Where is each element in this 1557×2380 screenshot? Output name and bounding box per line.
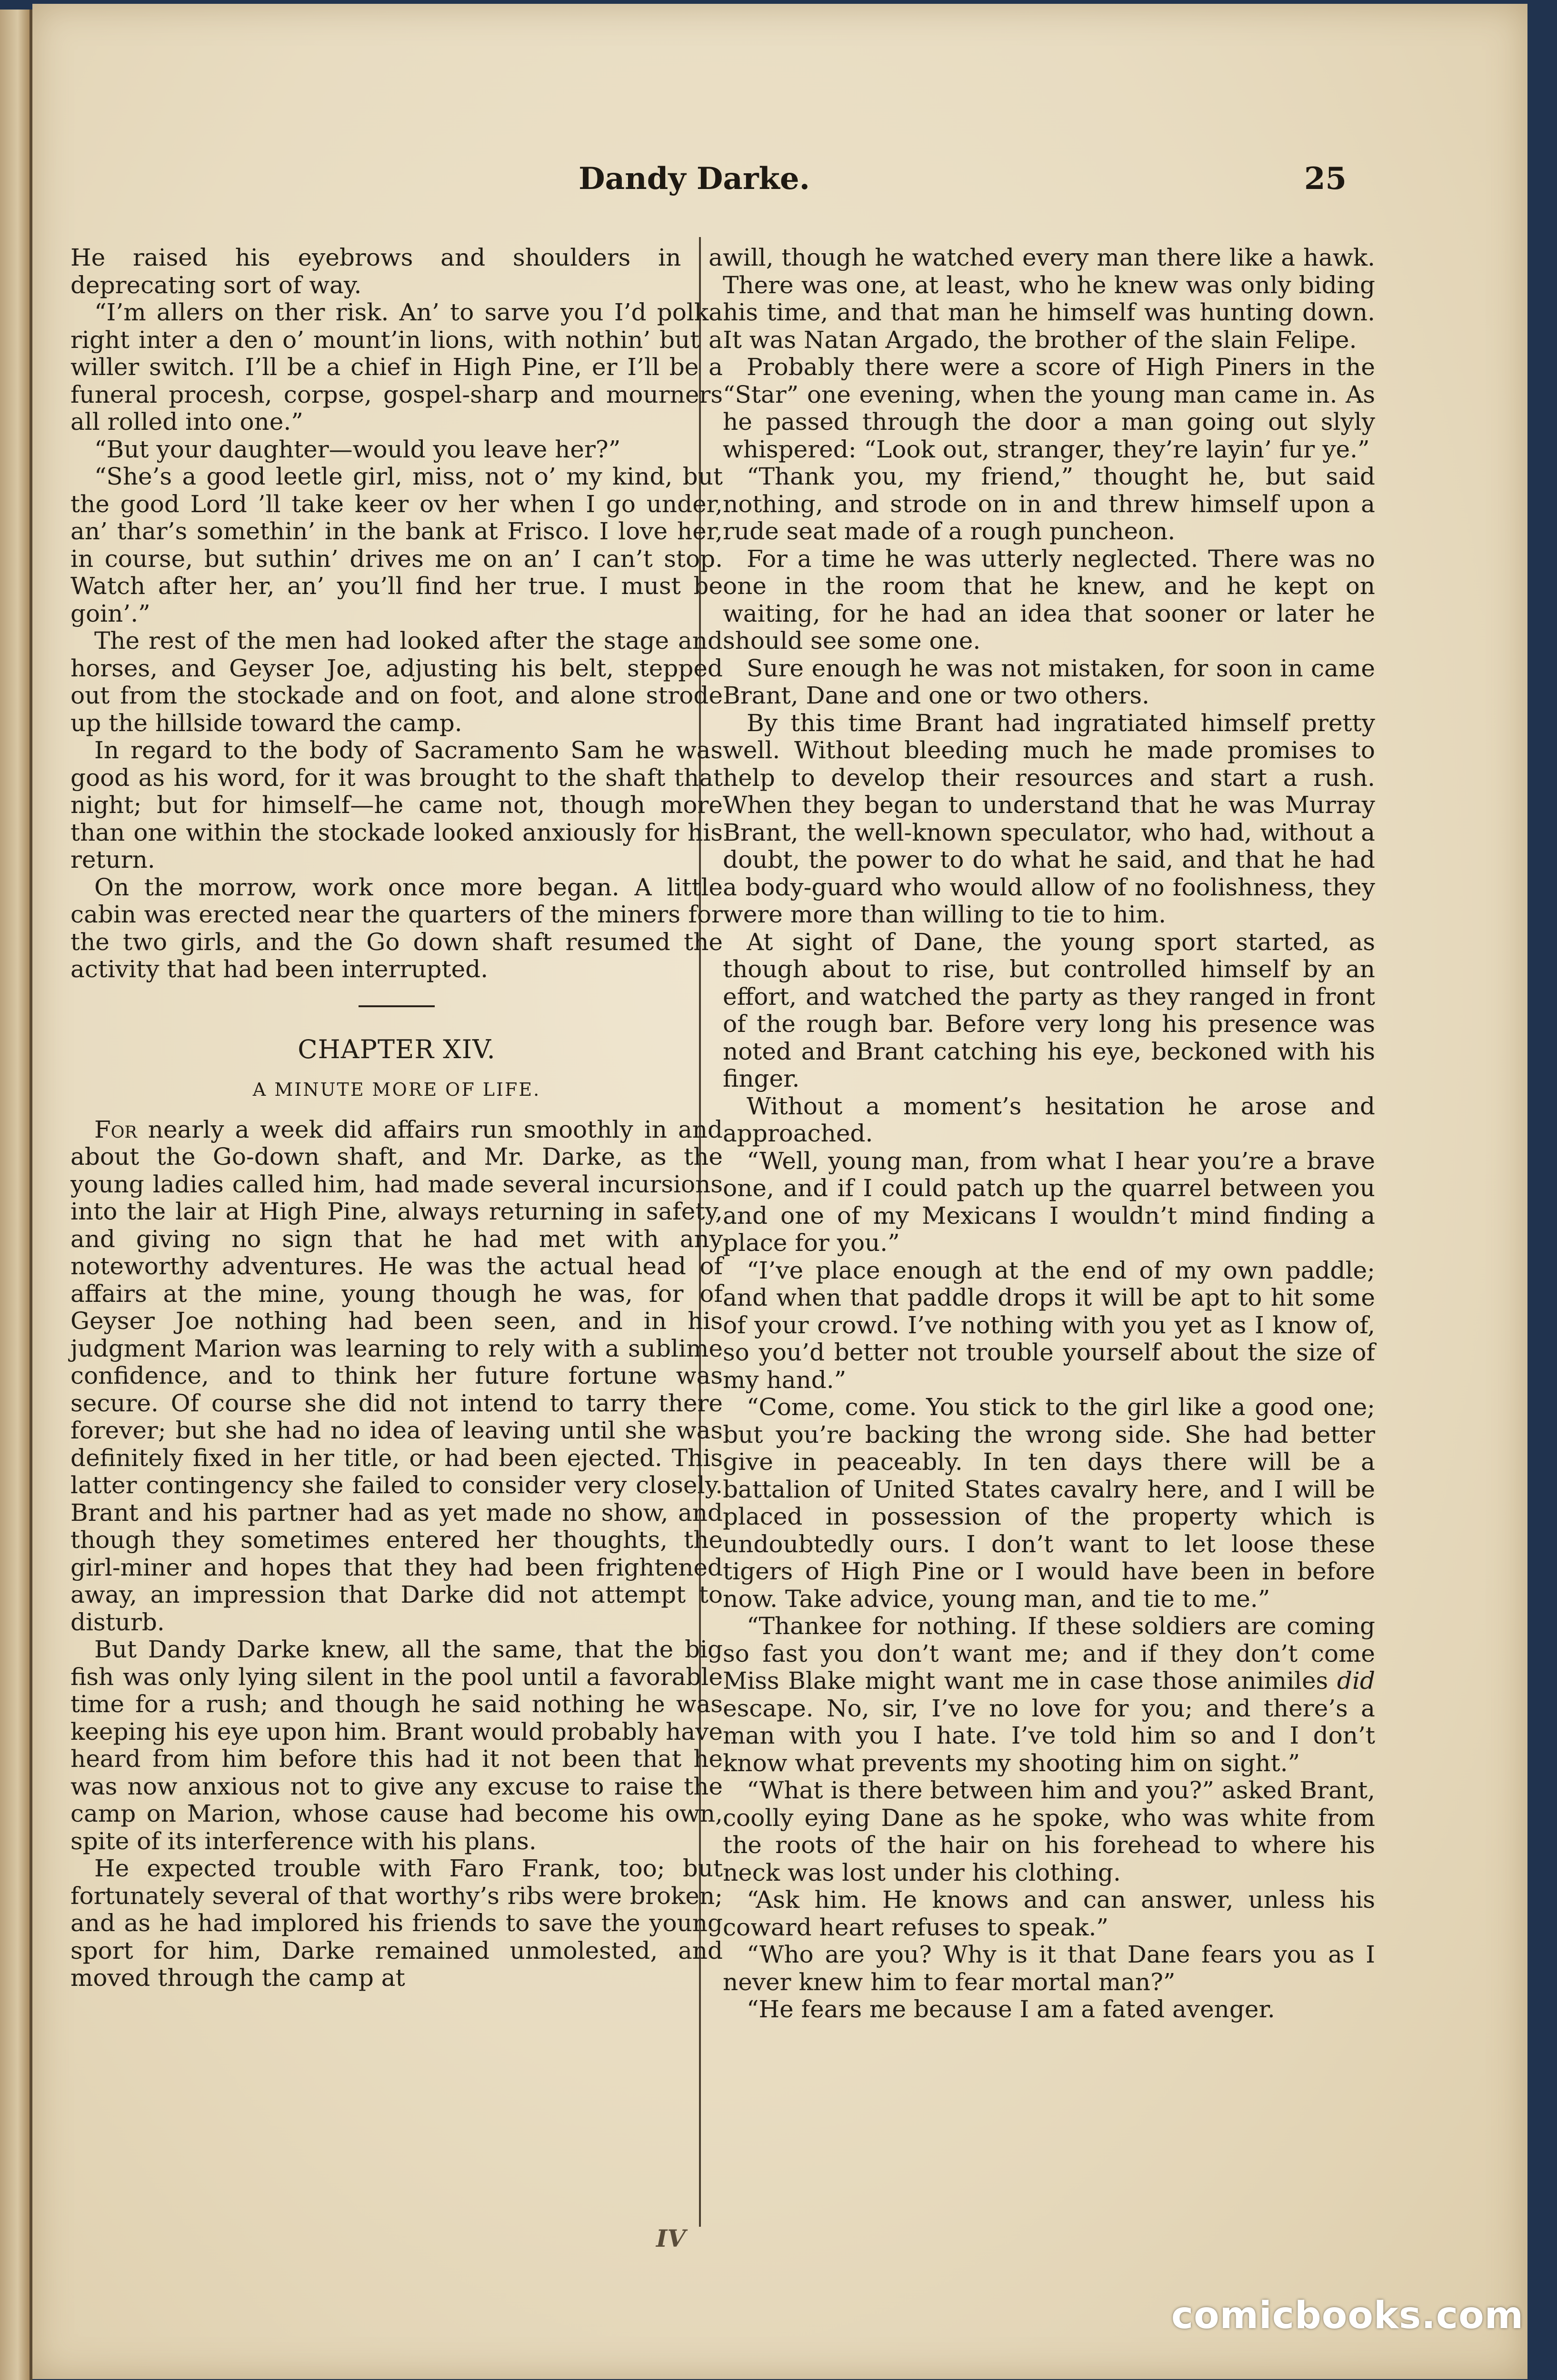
paragraph: The rest of the men had looked after the stage and horses, and Geyser Joe, adjusting his belt, stepped out from the stockade and on foot, and alone strode up the hillside toward the camp. [70,627,723,737]
right-column [723,244,1375,2023]
signature-mark: IV [656,2224,686,2252]
paragraph: “What is there between him and you?” asked Brant, coolly eying Dane as he spoke, who was white from the roots of the hair on his forehead to where his neck was lost under his clothing. [723,1776,1375,1886]
site-watermark: comicbooks.com [1171,2294,1524,2337]
paragraph: He expected trouble with Faro Frank, too; but fortunately several of that worthy’s ribs were broken; and as he had implored his friends to save the young sport for him, Darke remained unmolested, and moved through the camp at [70,1854,723,1992]
paragraph: He raised his eyebrows and shoulders in a deprecating sort of way. [70,244,723,299]
chapter-opening-text: nearly a week did affairs run smoothly in and about the Go-down shaft, and Mr. Darke, as the young ladies called him, had made several incursions into the lair at High Pine, always returning in safety, and giving no sign that he had met with any noteworthy adventures. He was the actual head of affairs at the mine, young though he was, for of Geyser Joe nothing had been seen, and in his judgment Marion was learning to rely with a sublime confidence, and to think her future fortune was secure. Of course she did not intend to tarry there forever; but she had no idea of leaving until she was definitely fixed in her title, or had been ejected. This latter contingency she failed to consider very closely. Brant and his partner had as yet made no show, and though they sometimes entered her thoughts, the girl-miner and hopes that they had been frightened away, an impression that Darke did not attempt to disturb. [70,1115,723,1636]
paragraph: On the morrow, work once more began. A little cabin was erected near the quarters of the miners for the two girls, and the Go down shaft resumed the activity that had been interrupted. [70,873,723,983]
paragraph: Without a moment’s hesitation he arose and approached. [723,1092,1375,1147]
chapter-title: CHAPTER XIV. [298,1034,496,1064]
paragraph-continuation: will, though he watched every man there like a hawk. There was one, at least, who he knew was only biding his time, and that man he himself was hunting down. It was Natan Argado, the brother of the slain Felipe. [723,244,1375,354]
paragraph: Probably there were a score of High Piners in the “Star” one evening, when the young man came in. As he passed through the door a man going out slyly whispered: “Look out, stranger, they’re layin’ fur ye.” [723,353,1375,463]
paragraph: By this time Brant had ingratiated himself pretty well. Without bleeding much he made promises to help to develop their resources and start a rush. When they began to understand that he was Murray Brant, the well-known speculator, who had, without a doubt, the power to do what he said, and that he had a body-guard who would allow of no foolishness, they were more than willing to tie to him. [723,709,1375,928]
paragraph: In regard to the body of Sacramento Sam he was good as his word, for it was brought to the shaft that night; but for himself—he came not, though more than one within the stockade looked anxiously for his return. [70,736,723,873]
paragraph: “Thank you, my friend,” thought he, but said nothing, and strode on in and threw himself upon a rude seat made of a rough puncheon. [723,463,1375,545]
left-column [70,244,723,1992]
chapter-subtitle: A MINUTE MORE OF LIFE. [252,1079,541,1100]
paragraph: Sure enough he was not mistaken, for soon in came Brant, Dane and one or two others. [723,654,1375,709]
paragraph: But Dandy Darke knew, all the same, that the big fish was only lying silent in the pool until a favorable time for a rush; and though he said nothing he was keeping his eye upon him. Brant would probably have heard from him before this had it not been that he was now anxious not to give any excuse to raise the camp on Marion, whose cause had become his own, spite of its interference with his plans. [70,1636,723,1855]
paragraph: “Ask him. He knows and can answer, unless his coward heart refuses to speak.” [723,1886,1375,1941]
book-page [32,4,1527,2379]
text-run: “Thankee for nothing. If these soldiers are coming so fast you don’t want me; and if they don’t come Miss Blake might want me in case those animiles [723,1612,1375,1695]
chapter-opening-paragraph [70,1116,723,1636]
chapter-separator-rule [359,1005,435,1007]
emphasis-text: did [1337,1667,1375,1695]
text-run: escape. No, sir, I’ve no love for you; and there’s a man with you I hate. I’ve told him so and I don’t know what prevents my shooting him on sight.” [723,1694,1375,1777]
chapter-opening-word: For [94,1115,137,1143]
running-title: Dandy Darke. [579,161,810,197]
paragraph-thankee [723,1613,1375,1777]
page-number: 25 [1304,161,1347,197]
running-head [32,161,1527,213]
paragraph: “Who are you? Why is it that Dane fears you as I never knew him to fear mortal man?” [723,1941,1375,1996]
paragraph: “She’s a good leetle girl, miss, not o’ my kind, but the good Lord ’ll take keer ov her when I go under, an’ thar’s somethin’ in the bank at Frisco. I love her, in course, but suthin’ drives me on an’ I can’t stop. Watch after her, an’ you’ll find her true. I must be goin’.” [70,463,723,627]
paragraph: For a time he was utterly neglected. There was no one in the room that he knew, and he kept on waiting, for he had an idea that sooner or later he should see some one. [723,545,1375,654]
paragraph: “But your daughter—would you leave her?” [94,435,621,463]
previous-page-edge [0,10,32,2380]
paragraph: “He fears me because I am a fated avenger. [747,1995,1275,2023]
paragraph: “I’ve place enough at the end of my own paddle; and when that paddle drops it will be apt to hit some of your crowd. I’ve nothing with you yet as I know of, so you’d better not trouble yourself about the size of my hand.” [723,1256,1375,1394]
paragraph: “Well, young man, from what I hear you’re a brave one, and if I could patch up the quarrel between you and one of my Mexicans I wouldn’t mind finding a place for you.” [723,1147,1375,1257]
paragraph: At sight of Dane, the young sport started, as though about to rise, but controlled himself by an effort, and watched the party as they ranged in front of the rough bar. Before very long his presence was noted and Brant catching his eye, beckoned with his finger. [723,928,1375,1092]
paragraph: “I’m allers on ther risk. An’ to sarve you I’d polka right inter a den o’ mount’in lions, with nothin’ but a willer switch. I’ll be a chief in High Pine, er I’ll be a funeral procesh, corpse, gospel-sharp and mourners all rolled into one.” [70,298,723,436]
paragraph: “Come, come. You stick to the girl like a good one; but you’re backing the wrong side. She had better give in peaceably. In ten days there will be a battalion of United States cavalry here, and I will be placed in possession of the property which is undoubtedly ours. I don’t want to let loose these tigers of High Pine or I would have been in before now. Take advice, young man, and tie to me.” [723,1393,1375,1613]
